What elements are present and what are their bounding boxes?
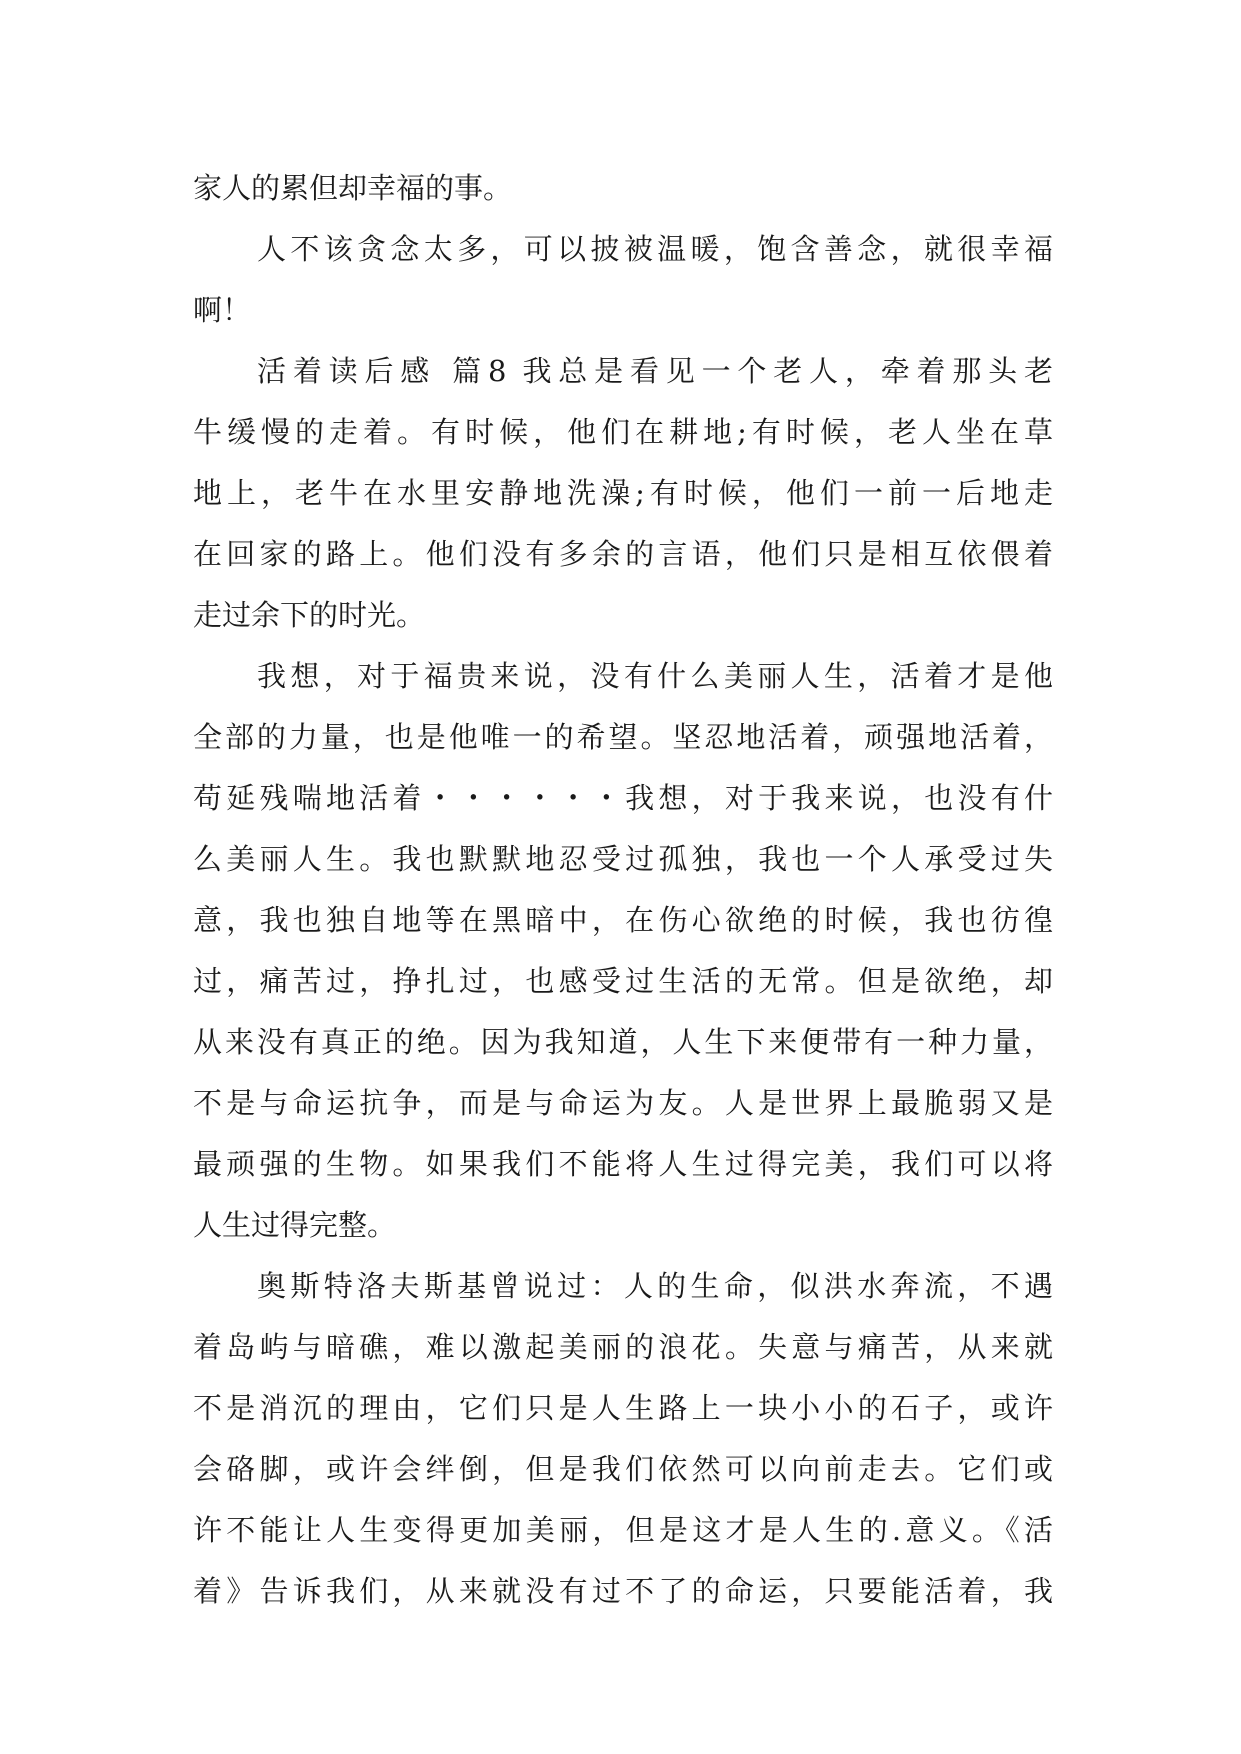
text-line: 走过余下的时光。: [193, 598, 426, 632]
text-line: 奥斯特洛夫斯基曾说过：人的生命，似洪水奔流，不遇: [257, 1269, 1053, 1303]
text-line: 人不该贪念太多，可以披被温暖，饱含善念，就很幸福: [257, 232, 1053, 266]
text-line: 我想，对于福贵来说，没有什么美丽人生，活着才是他: [257, 659, 1053, 693]
text-line: 不是与命运抗争，而是与命运为友。人是世界上最脆弱又是: [193, 1086, 1053, 1120]
text-line: 最顽强的生物。如果我们不能将人生过得完美，我们可以将: [193, 1147, 1053, 1181]
text-line: 全部的力量，也是他唯一的希望。坚忍地活着，顽强地活着，: [193, 720, 1053, 754]
text-line: 家人的累但却幸福的事。: [193, 171, 513, 205]
document-page: [193, 158, 1053, 1622]
text-line: 过，痛苦过，挣扎过，也感受过生活的无常。但是欲绝，却: [193, 964, 1053, 998]
text-line: 苟延残喘地活着・・・・・・我想，对于我来说，也没有什: [193, 781, 1053, 815]
text-line: 在回家的路上。他们没有多余的言语，他们只是相互依偎着: [193, 537, 1053, 571]
text-line: 么美丽人生。我也默默地忍受过孤独，我也一个人承受过失: [193, 842, 1053, 876]
section-heading-line: 活着读后感 篇8 我总是看见一个老人，牵着那头老: [257, 354, 1053, 388]
text-line: 人生过得完整。: [193, 1208, 397, 1242]
text-line: 会硌脚，或许会绊倒，但是我们依然可以向前走去。它们或: [193, 1452, 1053, 1486]
text-line: 啊！: [193, 293, 252, 327]
text-line: 意，我也独自地等在黑暗中，在伤心欲绝的时候，我也彷徨: [193, 903, 1053, 937]
text-line: 着岛屿与暗礁，难以激起美丽的浪花。失意与痛苦，从来就: [193, 1330, 1053, 1364]
text-line: 许不能让人生变得更加美丽，但是这才是人生的.意义。《活: [193, 1513, 1053, 1547]
text-line: 牛缓慢的走着。有时候，他们在耕地;有时候，老人坐在草: [193, 415, 1053, 449]
text-line: 不是消沉的理由，它们只是人生路上一块小小的石子，或许: [193, 1391, 1053, 1425]
text-line: 着》告诉我们，从来就没有过不了的命运，只要能活着，我: [193, 1574, 1053, 1608]
text-line: 从来没有真正的绝。因为我知道，人生下来便带有一种力量，: [193, 1025, 1053, 1059]
text-line: 地上，老牛在水里安静地洗澡;有时候，他们一前一后地走: [193, 476, 1053, 510]
